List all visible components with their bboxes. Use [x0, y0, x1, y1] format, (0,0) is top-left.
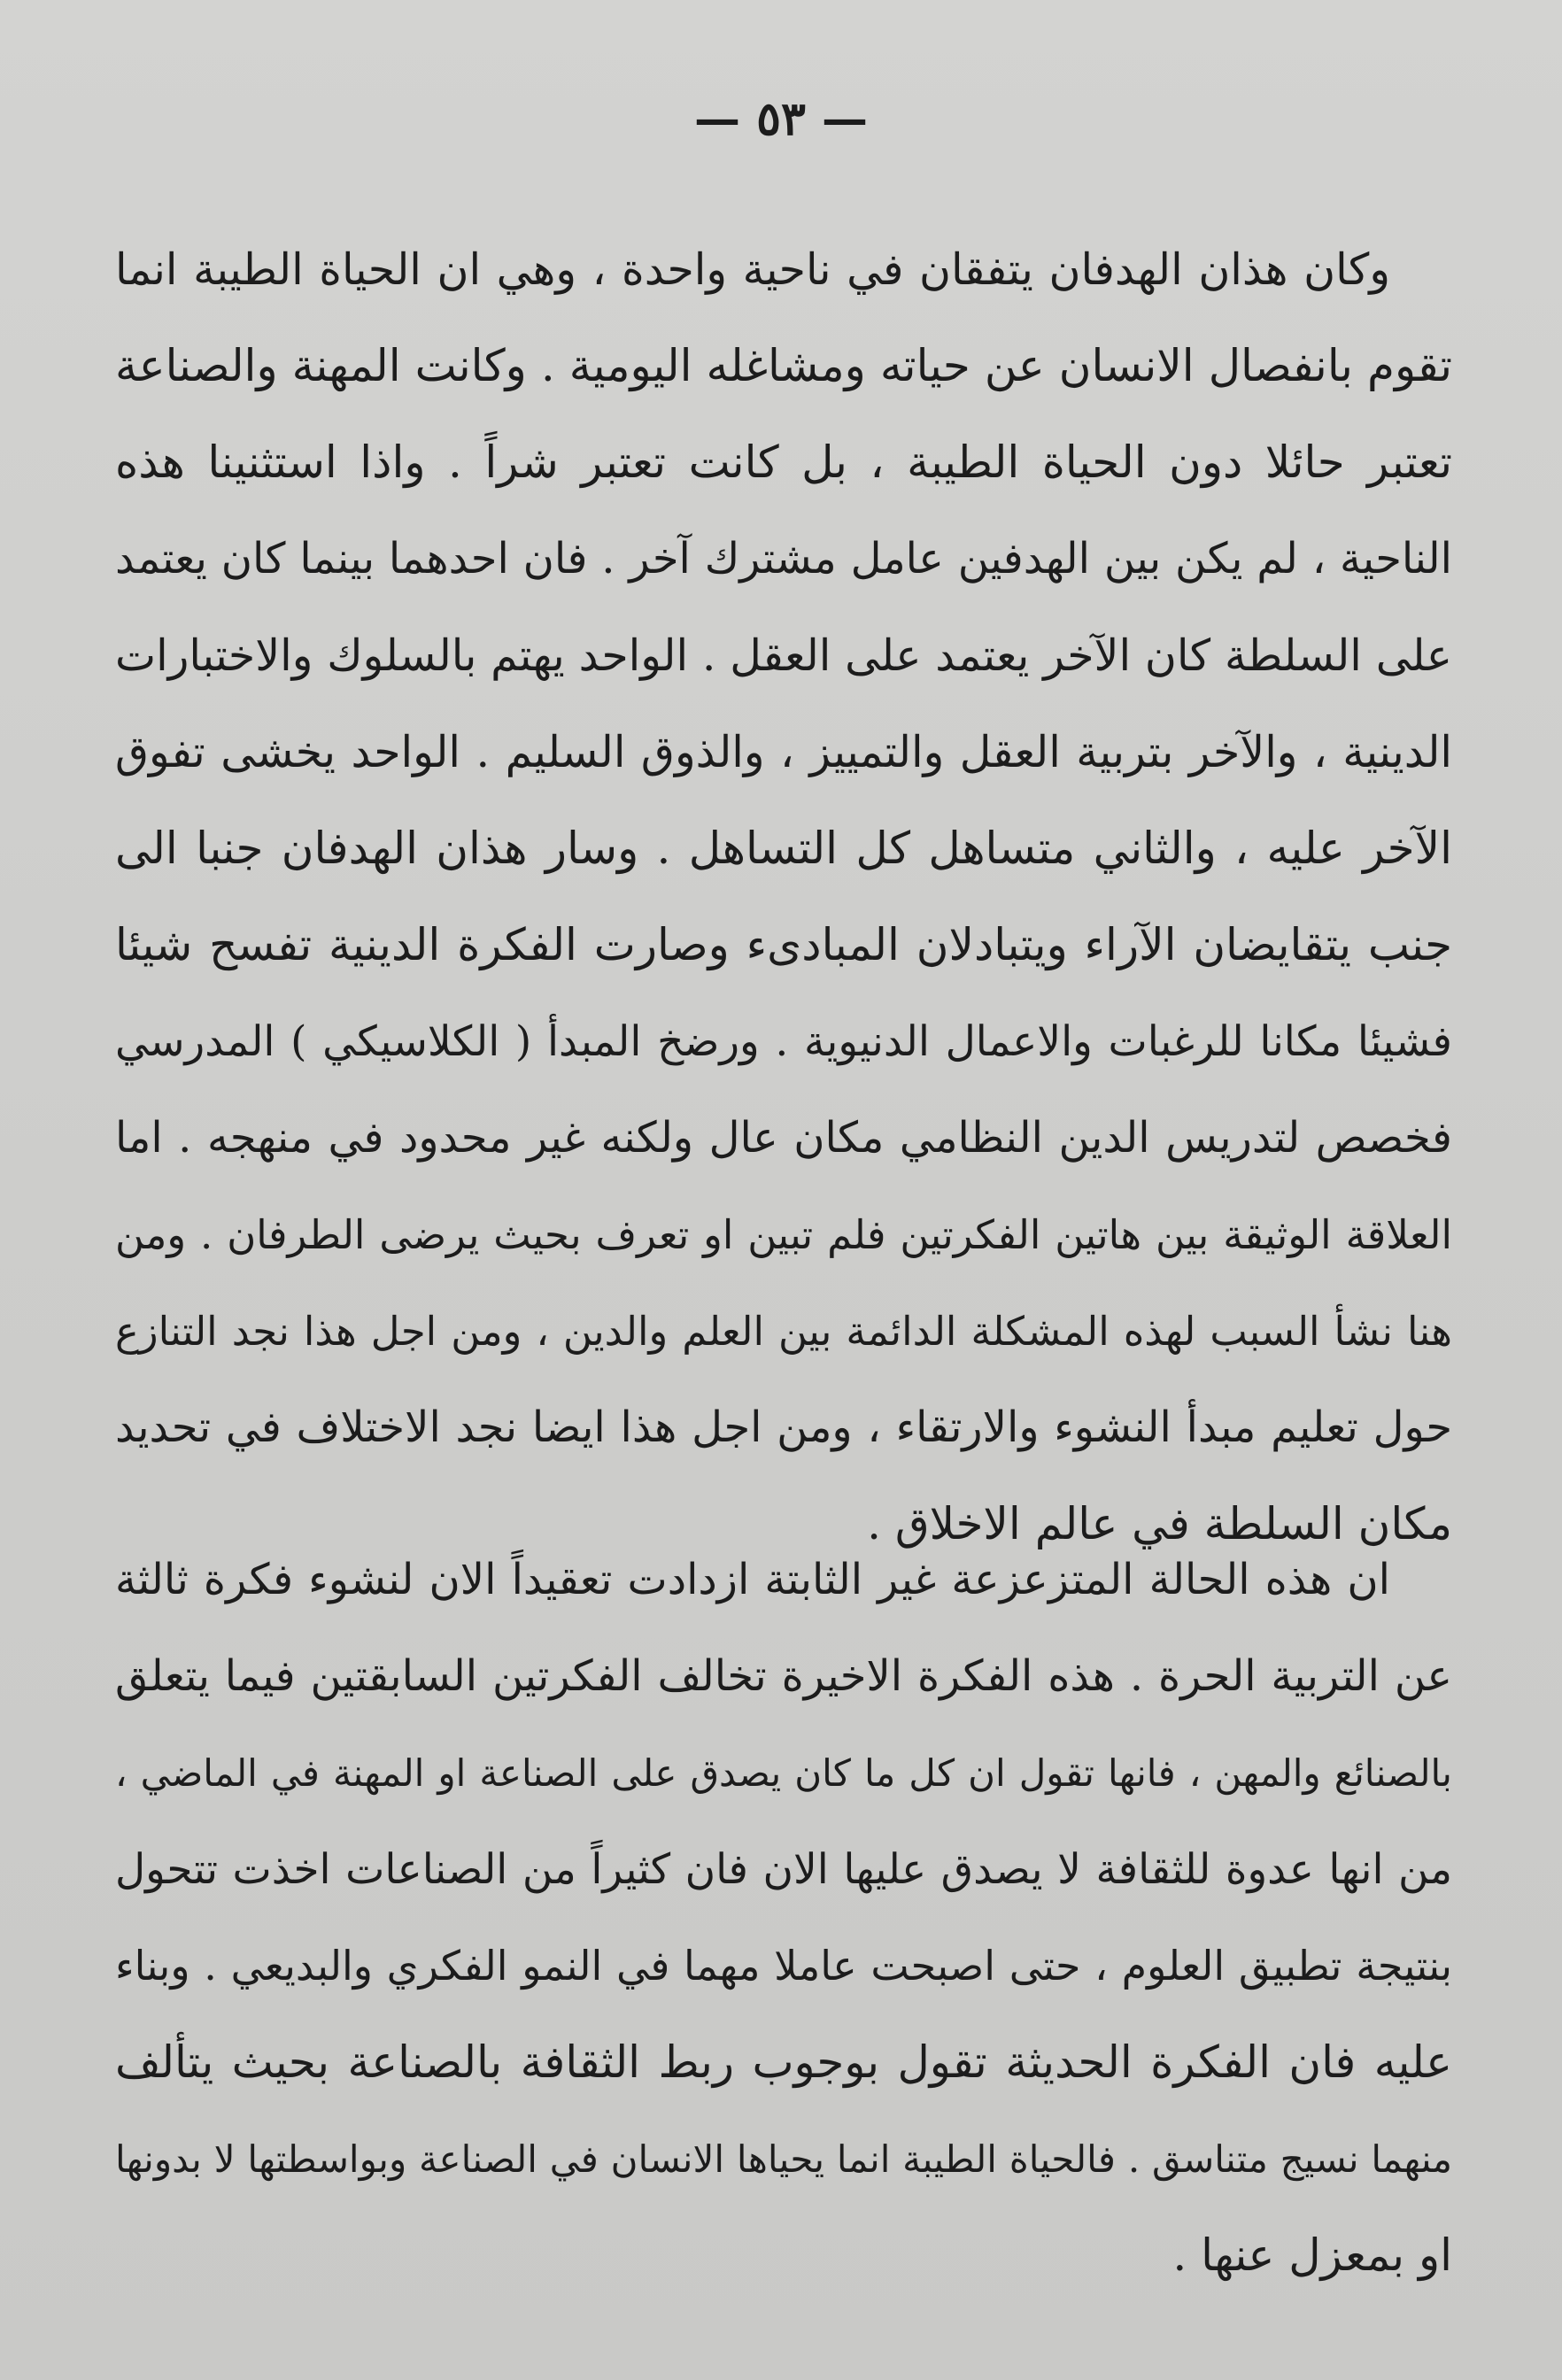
text-line: العلاقة الوثيقة بين هاتين الفكرتين فلم تبين او تعرف بحيث يرضى الطرفان . ومن	[115, 1211, 1452, 1258]
text-line: وكان هذان الهدفان يتفقان في ناحية واحدة ، وهي ان الحياة الطيبة انما	[115, 244, 1390, 295]
text-line: الآخر عليه ، والثاني متساهل كل التساهل . وسار هذان الهدفان جنبا الى	[115, 823, 1452, 874]
text-line: جنب يتقايضان الآراء ويتبادلان المبادىء وصارت الفكرة الدينية تفسح شيئا	[115, 919, 1452, 970]
text-line: هنا نشأ السبب لهذه المشكلة الدائمة بين العلم والدين ، ومن اجل هذا نجد التنازع	[115, 1308, 1452, 1355]
text-line: تقوم بانفصال الانسان عن حياته ومشاغله اليومية . وكانت المهنة والصناعة	[115, 340, 1452, 391]
text-line: بالصنائع والمهن ، فانها تقول ان كل ما كان يصدق على الصناعة او المهنة في الماضي ،	[115, 1751, 1452, 1795]
text-line: مكان السلطة في عالم الاخلاق .	[867, 1498, 1452, 1549]
text-line: بنتيجة تطبيق العلوم ، حتى اصبحت عاملا مهما في النمو الفكري والبديعي . وبناء	[115, 1942, 1452, 1990]
text-line: فشيئا مكانا للرغبات والاعمال الدنيوية . ورضخ المبدأ ( الكلاسيكي ) المدرسي	[115, 1017, 1452, 1066]
paragraph-2	[115, 1532, 1452, 2304]
text-line: الناحية ، لم يكن بين الهدفين عامل مشترك آخر . فان احدهما بينما كان يعتمد	[115, 534, 1452, 583]
text-line: او بمعزل عنها .	[1172, 2229, 1452, 2281]
text-line: عن التربية الحرة . هذه الفكرة الاخيرة تخالف الفكرتين السابقتين فيما يتعلق	[115, 1651, 1452, 1701]
text-line: على السلطة كان الآخر يعتمد على العقل . الواحد يهتم بالسلوك والاختبارات	[115, 630, 1452, 681]
page-number: — ٥٣ —	[693, 92, 869, 146]
text-line: فخصص لتدريس الدين النظامي مكان عال ولكنه غير محدود في منهجه . اما	[115, 1113, 1452, 1163]
text-line: عليه فان الفكرة الحديثة تقول بوجوب ربط الثقافة بالصناعة بحيث يتألف	[115, 2036, 1452, 2088]
text-line: تعتبر حائلا دون الحياة الطيبة ، بل كانت تعتبر شراً . واذا استثنينا هذه	[115, 437, 1452, 488]
text-line: حول تعليم مبدأ النشوء والارتقاء ، ومن اجل هذا ايضا نجد الاختلاف في تحديد	[115, 1402, 1452, 1452]
paragraph-1	[115, 221, 1452, 1572]
text-line: الدينية ، والآخر بتربية العقل والتمييز ، والذوق السليم . الواحد يخشى تفوق	[115, 727, 1452, 777]
text-line: ان هذه الحالة المتزعزعة غير الثابتة ازدادت تعقيداً الان لنشوء فكرة ثالثة	[115, 1555, 1390, 1604]
text-line: من انها عدوة للثقافة لا يصدق عليها الان فان كثيراً من الصناعات اخذت تتحول	[115, 1845, 1452, 1894]
text-line: منهما نسيج متناسق . فالحياة الطيبة انما يحياها الانسان في الصناعة وبواسطتها لا بدونها	[115, 2137, 1452, 2181]
